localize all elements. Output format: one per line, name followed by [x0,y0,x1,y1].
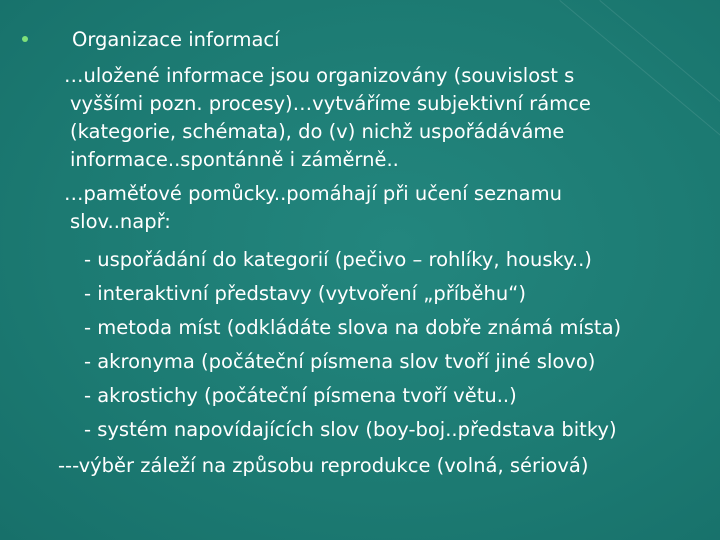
text-line: …uložené informace jsou organizovány (souvislost s [64,64,575,87]
text-line: - systém napovídajících slov (boy-boj..představa bitky) [84,418,617,441]
text-line: ---výběr záleží na způsobu reprodukce (volná, sériová) [58,454,589,477]
text-line: - metoda míst (odkládáte slova na dobře známá místa) [84,316,622,339]
text-line: - interaktivní představy (vytvoření „příběhu“) [84,282,526,305]
text-line: (kategorie, schémata), do (v) nichž uspořádáváme [70,120,565,143]
text-line: vyššími pozn. procesy)…vytváříme subjektivní rámce [70,92,591,115]
bullet-dot-icon [22,36,28,42]
text-line: informace..spontánně i záměrně.. [70,148,399,171]
text-line: slov..např: [70,210,171,233]
text-line: - akronyma (počáteční písmena slov tvoří jiné slovo) [84,350,596,373]
text-line: - akrostichy (počáteční písmena tvoří větu..) [84,384,517,407]
text-line: - uspořádání do kategorií (pečivo – rohlíky, housky..) [84,248,592,271]
text-line: …paměťové pomůcky..pomáhají při učení seznamu [64,182,562,205]
bullet-title: Organizace informací [72,28,280,51]
